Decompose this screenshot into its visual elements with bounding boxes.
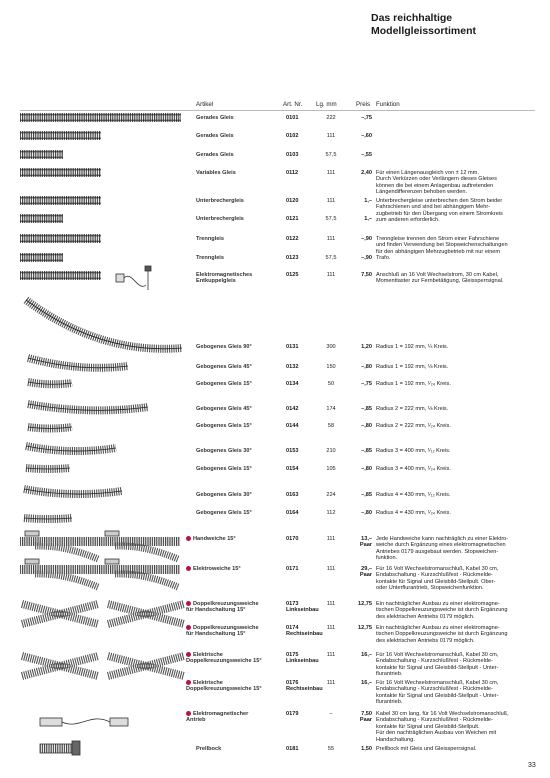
article-function: Ein nachträglicher Ausbau zu einer elektromagne- tischen Doppelkreuzungsweiche ist durch Ergänzung des elektrischen Antriebs 0179 möglich. [376, 601, 508, 620]
article-price: 1,– [364, 198, 372, 204]
article-function: Für 16 Volt Wechselstromanschluß, Kabel 30 cm, Endabschaltung - Kurzschlußfest - Rückmelde- kontakte für Signal und Gleisbild-Stellpult. Ober- oder Unterflurantrieb, Stopweichenfunktion. [376, 566, 499, 592]
article-number: 0164 [286, 510, 299, 516]
article-price: 1,50 [361, 746, 372, 752]
article-length: 50 [327, 381, 335, 387]
column-header-funktion: Funktion [376, 101, 400, 108]
article-function: Radius 1 = 192 mm, ⅛ Kreis. [376, 364, 449, 370]
article-name: Gebogenes Gleis 15° [196, 466, 252, 472]
article-length: 174 [326, 406, 336, 412]
article-function: Radius 1 = 192 mm, ¼ Kreis. [376, 344, 449, 350]
article-name: Variables Gleis [196, 170, 236, 176]
article-price: 7,50 [361, 272, 372, 278]
article-length: 111 [326, 170, 336, 176]
variable-track-image [20, 168, 101, 177]
curved-track-0153-image [26, 446, 116, 451]
article-function: Für 16 Volt Wechselstromanschluß, Kabel 30 cm, Endabschaltung - Kurzschlußfest - Rückmelde- kontakte für Signal und Gleisbild-Stellpult - Unter- flurantrieb. [376, 652, 499, 678]
article-name: Doppelkreuzungsweiche für Handschaltung 15° [186, 601, 259, 614]
article-price: –,80 [361, 364, 372, 370]
article-name: Prellbock [196, 746, 222, 752]
article-price: –,90 [361, 236, 372, 242]
curved-track-0144-image [28, 427, 72, 429]
article-length: 111 [326, 566, 336, 572]
article-number: 0142 [286, 406, 299, 412]
article-price: –,75 [361, 381, 372, 387]
article-number: 0125 [286, 272, 299, 278]
article-function: Anschluß an 16 Volt Wechselstrom, 30 cm Kabel, Momenttaster zur Fernbetätigung, Gleissperrsignal. [376, 272, 504, 285]
article-price: 1,20 [361, 344, 372, 350]
straight-track-0103-image [20, 150, 63, 159]
article-length: 55 [327, 746, 335, 752]
article-function: Für einen Längenausgleich von ± 12 mm. Durch Verkürzen oder Verlängern dieses Gleises können die bei einem Anlagenbau auftretenden Längendifferenzen behoben werden. [376, 170, 497, 196]
article-price: –,55 [361, 152, 372, 158]
article-name: Gerades Gleis [196, 115, 234, 121]
buffer-stop-image [40, 741, 80, 755]
novelty-dot-icon [186, 536, 191, 541]
article-length: 150 [326, 364, 336, 370]
article-length: 57,5 [325, 255, 337, 261]
article-length: 111 [326, 236, 336, 242]
article-name: Elektrische Doppelkreuzungsweiche 15° [186, 680, 262, 693]
article-number: 0122 [286, 236, 299, 242]
article-length: 224 [326, 492, 336, 498]
electric-switch-right-image [100, 559, 180, 587]
article-length: 111 [326, 601, 336, 607]
article-function: Für 16 Volt Wechselstromanschluß, Kabel 30 cm, Endabschaltung - Kurzschlußfest - Rückmelde- kontakte für Signal und Gleisbild-Stellpult - Unter- flurantrieb. [376, 680, 499, 706]
straight-track-0101-image [20, 113, 181, 122]
article-number: 0123 [286, 255, 299, 261]
article-number: 0144 [286, 423, 299, 429]
article-length: 58 [327, 423, 335, 429]
article-length: – [329, 711, 333, 717]
article-name: Trenngleis [196, 236, 224, 242]
article-number: 0112 [286, 170, 299, 176]
article-number: 0153 [286, 448, 299, 454]
header-divider [20, 110, 535, 111]
article-price: –,80 [361, 423, 372, 429]
article-number: 0154 [286, 466, 299, 472]
column-header-lg-mm: Lg. mm [316, 101, 337, 108]
article-function: Unterbrechergleise unterbrechen den Strom beider Fahrschienen und sind bei abhängigem Mehr- zugbetrieb für den Übergang von einem Stromkreis zum anderen erforderlich. [376, 198, 503, 224]
article-number: 0163 [286, 492, 299, 498]
article-number: 0175 Linkseinbau [286, 652, 319, 665]
article-length: 111 [326, 272, 336, 278]
article-name: Gebogenes Gleis 15° [196, 423, 252, 429]
curved-track-0164-image [24, 518, 72, 519]
article-number: 0121 [286, 216, 299, 222]
article-price: 12,75 [358, 601, 372, 607]
article-price: 16,– [361, 652, 372, 658]
article-length: 112 [326, 510, 336, 516]
article-number: 0170 [286, 536, 299, 542]
article-number: 0131 [286, 344, 299, 350]
article-price: –,60 [361, 133, 372, 139]
novelty-dot-icon [186, 680, 191, 685]
article-name: Unterbrechergleis [196, 198, 244, 204]
article-name: Trenngleis [196, 255, 224, 261]
page-number: 33 [528, 762, 536, 769]
article-price: 29,– Paar [359, 566, 372, 579]
article-price: –,80 [361, 466, 372, 472]
article-name: Unterbrechergleis [196, 216, 244, 222]
motor-drive-icon [40, 718, 128, 726]
article-function: Radius 3 = 400 mm, ¹⁄₂₄ Kreis. [376, 466, 451, 472]
article-function: Jede Handweiche kann nachträglich zu einer Elektro- weiche durch Ergänzung eines elektromagnetischen Antriebes 0179 ausgebaut werden. Stopweichen- funktion. [376, 536, 509, 562]
article-number: 0181 [286, 746, 299, 752]
article-length: 111 [326, 680, 336, 686]
interrupter-track-0120-image [20, 196, 101, 205]
double-slip-electric-right-image [108, 656, 184, 676]
article-number: 0101 [286, 115, 299, 121]
article-price: –,80 [361, 510, 372, 516]
article-function: Prellbock mit Gleis und Gleissperrsignal. [376, 746, 477, 752]
article-name: Gebogenes Gleis 15° [196, 381, 252, 387]
article-function: Radius 1 = 192 mm, ¹⁄₂₄ Kreis. [376, 381, 451, 387]
column-header-preis: Preis [356, 101, 371, 108]
article-length: 111 [326, 536, 336, 542]
article-price: –,75 [361, 115, 372, 121]
article-function: Trenngleise trennen den Strom einer Fahrschiene und finden Verwendung bei Stopweichenschaltungen für den abhängigen Mehrzugbetrieb mit nur einem Trafo. [376, 236, 508, 262]
article-name: Gebogenes Gleis 45° [196, 364, 252, 370]
curved-track-0163-image [24, 489, 122, 494]
article-number: 0103 [286, 152, 299, 158]
article-name: Gebogenes Gleis 90° [196, 344, 252, 350]
article-price: 16,– [361, 680, 372, 686]
uncoupling-track-image [20, 271, 101, 280]
article-price: –,85 [361, 406, 372, 412]
article-length: 111 [326, 652, 336, 658]
article-length: 111 [326, 625, 336, 631]
novelty-dot-icon [186, 652, 191, 657]
article-length: 57,5 [325, 216, 337, 222]
curved-track-0154-image [26, 468, 70, 469]
article-number: 0134 [286, 381, 299, 387]
article-price: 13,– Paar [359, 536, 372, 549]
article-name: Elektromagnetisches Entkuppelgleis [196, 272, 253, 285]
article-function: Radius 2 = 222 mm, ¹⁄₂₄ Kreis. [376, 423, 451, 429]
novelty-dot-icon [186, 711, 191, 716]
uncoupling-signal-icon [116, 266, 151, 290]
article-number: 0173 Linkseinbau [286, 601, 319, 614]
novelty-dot-icon [186, 566, 191, 571]
article-number: 0132 [286, 364, 299, 370]
article-name: Gebogenes Gleis 15° [196, 510, 252, 516]
curved-track-0132-image [28, 358, 128, 368]
electric-switch-left-image [20, 559, 100, 587]
hand-switch-left-image [20, 531, 100, 559]
separator-track-0122-image [20, 234, 101, 243]
separator-track-0123-image [20, 253, 63, 262]
article-length: 105 [326, 466, 336, 472]
article-name: Doppelkreuzungsweiche für Handschaltung 15° [186, 625, 259, 638]
article-name: Gebogenes Gleis 30° [196, 492, 252, 498]
article-price: 1,– [364, 216, 372, 222]
article-length: 222 [326, 115, 336, 121]
interrupter-track-0121-image [20, 214, 63, 223]
column-header-art-nr: Art. Nr. [283, 101, 303, 108]
article-price: 12,75 [358, 625, 372, 631]
article-length: 210 [326, 448, 336, 454]
article-function: Kabel 30 cm lang, für 16 Volt Wechselstromanschluß, Endabschaltung - Kurzschlußfest - Rückmelde- kontakte für Signal und Gleisbild-Stellpult. Für den nachträglichen Ausbau von Weichen mit Handschaltung. [376, 711, 509, 743]
hand-switch-right-image [100, 531, 180, 559]
article-name: Elektroweiche 15° [186, 566, 301, 572]
column-header-artikel: Artikel [196, 101, 214, 108]
article-number: 0176 Rechtseinbau [286, 680, 323, 693]
article-price: –,85 [361, 492, 372, 498]
double-slip-hand-right-image [108, 604, 184, 624]
article-number: 0102 [286, 133, 299, 139]
article-length: 57,5 [325, 152, 337, 158]
novelty-dot-icon [186, 625, 191, 630]
article-name: Elektromagnetischer Antrieb [186, 711, 249, 724]
article-function: Radius 2 = 222 mm, ⅛ Kreis. [376, 406, 449, 412]
article-price: –,90 [361, 255, 372, 261]
article-price: 2,40 [361, 170, 372, 176]
curved-track-0142-image [28, 404, 148, 410]
article-length: 300 [326, 344, 336, 350]
double-slip-electric-left-image [22, 656, 98, 676]
article-length: 111 [326, 198, 336, 204]
curved-track-0131-image [26, 300, 182, 349]
article-name: Gebogenes Gleis 45° [196, 406, 252, 412]
straight-track-0102-image [20, 131, 101, 140]
article-length: 111 [326, 133, 336, 139]
article-function: Radius 4 = 430 mm, ¹⁄₁₂ Kreis. [376, 492, 451, 498]
article-name: Gerades Gleis [196, 152, 234, 158]
curved-track-0134-image [28, 382, 72, 384]
article-name: Gerades Gleis [196, 133, 234, 139]
article-function: Radius 3 = 400 mm, ¹⁄₁₂ Kreis. [376, 448, 451, 454]
article-name: Handweiche 15° [186, 536, 301, 542]
article-price: 7,50 Paar [359, 711, 372, 724]
article-number: 0171 [286, 566, 299, 572]
double-slip-hand-left-image [22, 604, 98, 624]
article-function: Ein nachträglicher Ausbau zu einer elektromagne- tischen Doppelkreuzungsweiche ist durch Ergänzung des elektrischen Antriebs 0179 möglich. [376, 625, 508, 644]
novelty-dot-icon [186, 601, 191, 606]
page-title: Das reichhaltige Modellgleissortiment [371, 12, 477, 37]
article-number: 0120 [286, 198, 299, 204]
article-name: Elektrische Doppelkreuzungsweiche 15° [186, 652, 262, 665]
article-number: 0179 [286, 711, 299, 717]
article-function: Radius 4 = 430 mm, ¹⁄₂₄ Kreis. [376, 510, 451, 516]
article-name: Gebogenes Gleis 30° [196, 448, 252, 454]
article-price: –,85 [361, 448, 372, 454]
article-number: 0174 Rechtseinbau [286, 625, 323, 638]
